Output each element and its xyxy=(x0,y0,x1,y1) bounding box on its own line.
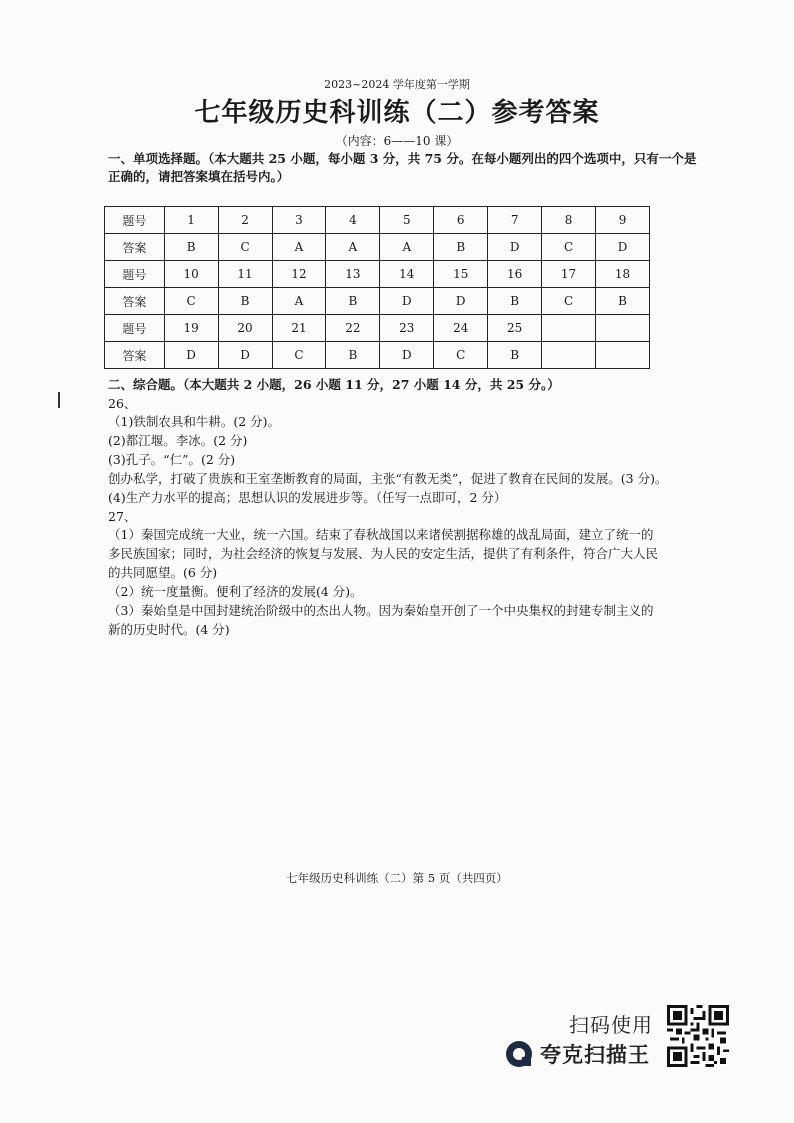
question-number-cell: 16 xyxy=(488,261,542,288)
q26-answer-4: (4)生产力水平的提高；思想认识的发展进步等。（任写一点即可，2 分） xyxy=(108,490,507,505)
row-header-cell: 答案 xyxy=(105,288,165,315)
row-header-cell: 答案 xyxy=(105,342,165,369)
question-number-cell: 12 xyxy=(272,261,326,288)
answer-cell: B xyxy=(326,288,380,315)
answer-cell: D xyxy=(434,288,488,315)
answer-cell: C xyxy=(542,234,596,261)
answer-cell: A xyxy=(272,288,326,315)
question-number-cell: 15 xyxy=(434,261,488,288)
content-range: （内容：6——10 课） xyxy=(335,134,459,148)
question-number-cell: 1 xyxy=(164,207,218,234)
answer-cell: D xyxy=(164,342,218,369)
answer-cell: A xyxy=(326,234,380,261)
answer-cell: B xyxy=(326,342,380,369)
question-number-cell: 5 xyxy=(380,207,434,234)
question-number-cell: 14 xyxy=(380,261,434,288)
answer-cell: A xyxy=(272,234,326,261)
q27-answer-3-line2: 新的历史时代。(4 分) xyxy=(108,622,230,637)
question-number-cell: 7 xyxy=(488,207,542,234)
q27-answer-3-line1: （3）秦始皇是中国封建统治阶级中的杰出人物。因为秦始皇开创了一个中央集权的封建专制主义的 xyxy=(108,603,654,618)
question-number-cell: 22 xyxy=(326,315,380,342)
page-footer: 七年级历史科训练（二）第 5 页（共四页） xyxy=(286,871,508,885)
answer-cell: D xyxy=(218,342,272,369)
question-number-cell: 13 xyxy=(326,261,380,288)
answer-row xyxy=(105,342,650,369)
question-number-cell: 8 xyxy=(542,207,596,234)
q27-answer-2: （2）统一度量衡。便利了经济的发展(4 分)。 xyxy=(108,584,363,599)
answer-cell: D xyxy=(380,288,434,315)
question-number-cell: 18 xyxy=(596,261,650,288)
answer-table xyxy=(104,206,650,369)
section1-instruction-line1: 一、单项选择题。（本大题共 25 小题，每小题 3 分，共 75 分。在每小题列出的四个选项中，只有一个是 xyxy=(108,151,697,166)
question-number-cell: 25 xyxy=(488,315,542,342)
answer-cell: C xyxy=(164,288,218,315)
q26-answer-3b: 创办私学，打破了贵族和王室垄断教育的局面，主张“有教无类”，促进了教育在民间的发展。(3 分)。 xyxy=(108,471,668,486)
answer-cell: C xyxy=(434,342,488,369)
q26-answer-3: (3)孔子。“仁”。(2 分) xyxy=(108,452,236,467)
answer-cell: D xyxy=(488,234,542,261)
answer-cell: D xyxy=(380,342,434,369)
answer-cell: B xyxy=(596,288,650,315)
question-number-row xyxy=(105,315,650,342)
answer-row xyxy=(105,234,650,261)
question-number-cell: 4 xyxy=(326,207,380,234)
question-number-cell: 11 xyxy=(218,261,272,288)
quark-logo-icon xyxy=(505,1040,533,1068)
q27-number: 27、 xyxy=(108,509,137,524)
question-number-cell xyxy=(596,315,650,342)
q27-answer-1-line2: 多民族国家；同时，为社会经济的恢复与发展、为人民的安定生活，提供了有利条件，符合广大人民 xyxy=(108,546,659,561)
question-number-cell: 19 xyxy=(164,315,218,342)
question-number-cell: 23 xyxy=(380,315,434,342)
row-header-cell: 题号 xyxy=(105,261,165,288)
question-number-cell: 20 xyxy=(218,315,272,342)
answer-row xyxy=(105,288,650,315)
semester-label: 2023~2024 学年度第一学期 xyxy=(324,78,470,91)
row-header-cell: 答案 xyxy=(105,234,165,261)
question-number-cell: 24 xyxy=(434,315,488,342)
q26-answer-1: （1)铁制农具和牛耕。(2 分)。 xyxy=(108,414,281,429)
question-number-cell xyxy=(542,315,596,342)
question-number-cell: 9 xyxy=(596,207,650,234)
answer-cell xyxy=(542,342,596,369)
margin-mark xyxy=(58,392,60,408)
question-number-cell: 2 xyxy=(218,207,272,234)
answer-cell: C xyxy=(542,288,596,315)
question-number-row xyxy=(105,207,650,234)
answer-cell: D xyxy=(596,234,650,261)
section1-instruction-line2: 正确的，请把答案填在括号内。） xyxy=(108,169,290,184)
answer-cell: B xyxy=(488,342,542,369)
qr-code-icon[interactable] xyxy=(667,1005,729,1067)
answer-cell: C xyxy=(272,342,326,369)
answer-cell: B xyxy=(434,234,488,261)
question-number-cell: 17 xyxy=(542,261,596,288)
section2-instruction: 二、综合题。（本大题共 2 小题，26 小题 11 分，27 小题 14 分，共 25 分。） xyxy=(108,377,560,392)
answer-cell: A xyxy=(380,234,434,261)
question-number-cell: 3 xyxy=(272,207,326,234)
answer-cell: B xyxy=(218,288,272,315)
q26-answer-2: (2)都江堰。李冰。(2 分) xyxy=(108,433,248,448)
app-name-label: 夸克扫描王 xyxy=(540,1043,650,1067)
answer-cell: B xyxy=(488,288,542,315)
q27-answer-1-line1: （1）秦国完成统一大业，统一六国。结束了春秋战国以来诸侯割据称雄的战乱局面，建立了统一的 xyxy=(108,527,654,542)
answer-cell: B xyxy=(164,234,218,261)
answer-cell: C xyxy=(218,234,272,261)
q27-answer-1-line3: 的共同愿望。(6 分) xyxy=(108,565,218,580)
scan-to-use-label: 扫码使用 xyxy=(569,1013,653,1037)
question-number-cell: 10 xyxy=(164,261,218,288)
answer-cell xyxy=(596,342,650,369)
question-number-cell: 21 xyxy=(272,315,326,342)
row-header-cell: 题号 xyxy=(105,207,165,234)
row-header-cell: 题号 xyxy=(105,315,165,342)
question-number-cell: 6 xyxy=(434,207,488,234)
page-title: 七年级历史科训练（二）参考答案 xyxy=(194,98,600,128)
question-number-row xyxy=(105,261,650,288)
q26-number: 26、 xyxy=(108,396,137,411)
